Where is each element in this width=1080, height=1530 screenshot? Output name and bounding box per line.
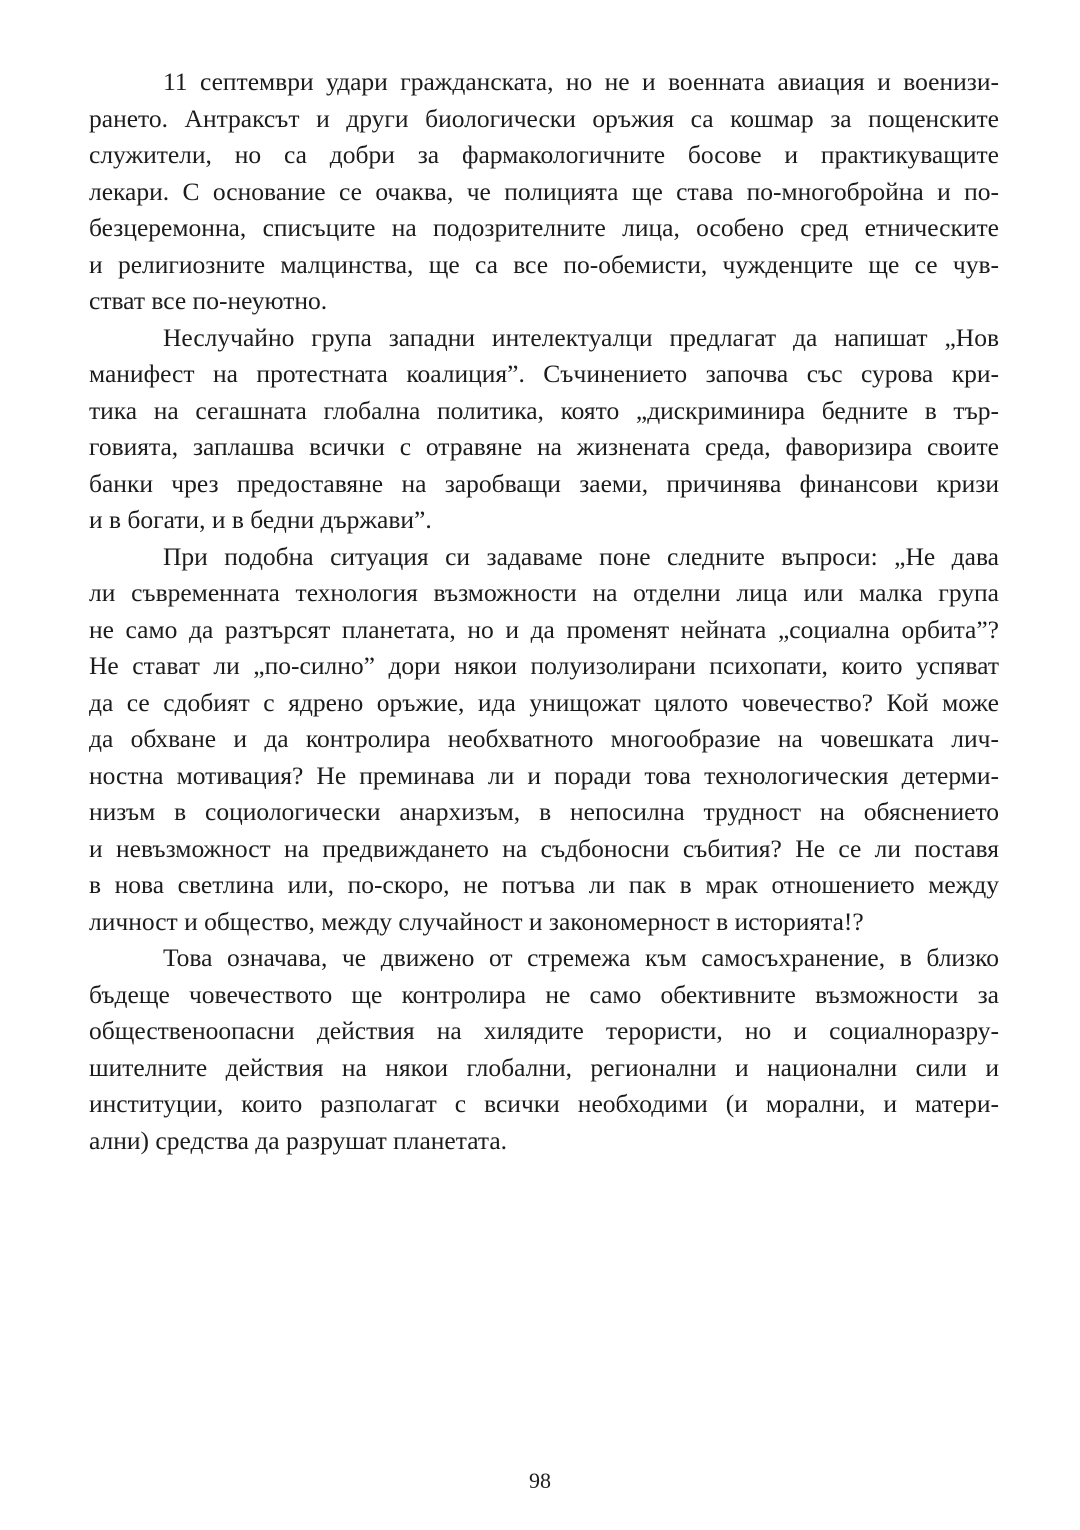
text-line: общественоопасни действия на хилядите терористи, но и социалноразру- xyxy=(89,1016,999,1045)
paragraph-3 xyxy=(89,539,999,941)
text-line: 11 септември удари гражданската, но не и военната авиация и военизи- xyxy=(163,67,999,96)
text-line: рането. Антраксът и други биологически оръжия са кошмар за пощенските xyxy=(89,103,999,133)
text-line: Това означава, че движено от стремежа към самосъхранение, в близко xyxy=(163,943,999,972)
text-line: да обхване и да контролира необхватното многообразие на човешката лич- xyxy=(89,724,999,753)
text-line: шителните действия на някои глобални, регионални и национални сили и xyxy=(89,1052,999,1082)
text-line: банки чрез предоставяне на заробващи заеми, причинява финансови кризи xyxy=(89,468,999,498)
text-line: служители, но са добри за фармакологичните босове и практикуващите xyxy=(89,140,999,169)
text-line: ли съвременната технология възможности на отделни лица или малка група xyxy=(89,578,999,607)
text-line: и в богати, и в бедни държави”. xyxy=(89,505,432,534)
text-line: да се сдобият с ядрено оръжие, ида унищожат цялото човечество? Кой може xyxy=(89,687,999,717)
text-line: манифест на протестната коалиция”. Съчинението започва със сурова кри- xyxy=(89,359,999,388)
text-line: и невъзможност на предвиждането на съдбоносни събития? Не се ли поставя xyxy=(89,833,999,863)
text-line: институции, които разполагат с всички необходими (и морални, и матери- xyxy=(89,1089,999,1118)
text-line: Не стават ли „по-силно” дори някои полуизолирани психопати, които успяват xyxy=(89,651,999,680)
text-line: и религиозните малцинства, ще са все по-обемисти, чужденците ще се чув- xyxy=(89,249,999,279)
text-line: тика на сегашната глобална политика, която „дискриминира бедните в тър- xyxy=(89,395,999,425)
text-line: Неслучайно група западни интелектуалци предлагат да напишат „Нов xyxy=(163,322,999,352)
paragraph-4 xyxy=(89,940,999,1159)
text-line: в нова светлина или, по-скоро, не потъва ли пак в мрак отношението между xyxy=(89,870,999,899)
text-line: безцеремонна, списъците на подозрителните лица, особено сред етническите xyxy=(89,213,999,242)
text-line: При подобна ситуация си задаваме поне следните въпроси: „Не дава xyxy=(163,541,999,571)
text-line: личност и общество, между случайност и закономерност в историята!? xyxy=(89,906,864,936)
text-line: лекари. С основание се очаква, че полицията ще става по-многобройна и по- xyxy=(89,176,999,206)
page-number: 98 xyxy=(529,1468,551,1493)
text-line: бъдеще човечеството ще контролира не само обективните възможности за xyxy=(89,979,999,1009)
paragraph-2 xyxy=(89,320,999,539)
paragraph-1 xyxy=(89,64,999,320)
text-line: стват все по-неуютно. xyxy=(89,286,328,315)
text-line: ностна мотивация? Не преминава ли и поради това технологическия детерми- xyxy=(89,760,999,790)
text-line: низъм в социологически анархизъм, в непосилна трудност на обяснението xyxy=(89,797,999,826)
body-text xyxy=(89,64,999,1159)
text-line: не само да разтърсят планетата, но и да променят нейната „социална орбита”? xyxy=(89,614,999,644)
text-line: ални) средства да разрушат планетата. xyxy=(89,1125,508,1155)
text-line: говията, заплашва всички с отравяне на жизнената среда, фаворизира своите xyxy=(89,432,999,461)
